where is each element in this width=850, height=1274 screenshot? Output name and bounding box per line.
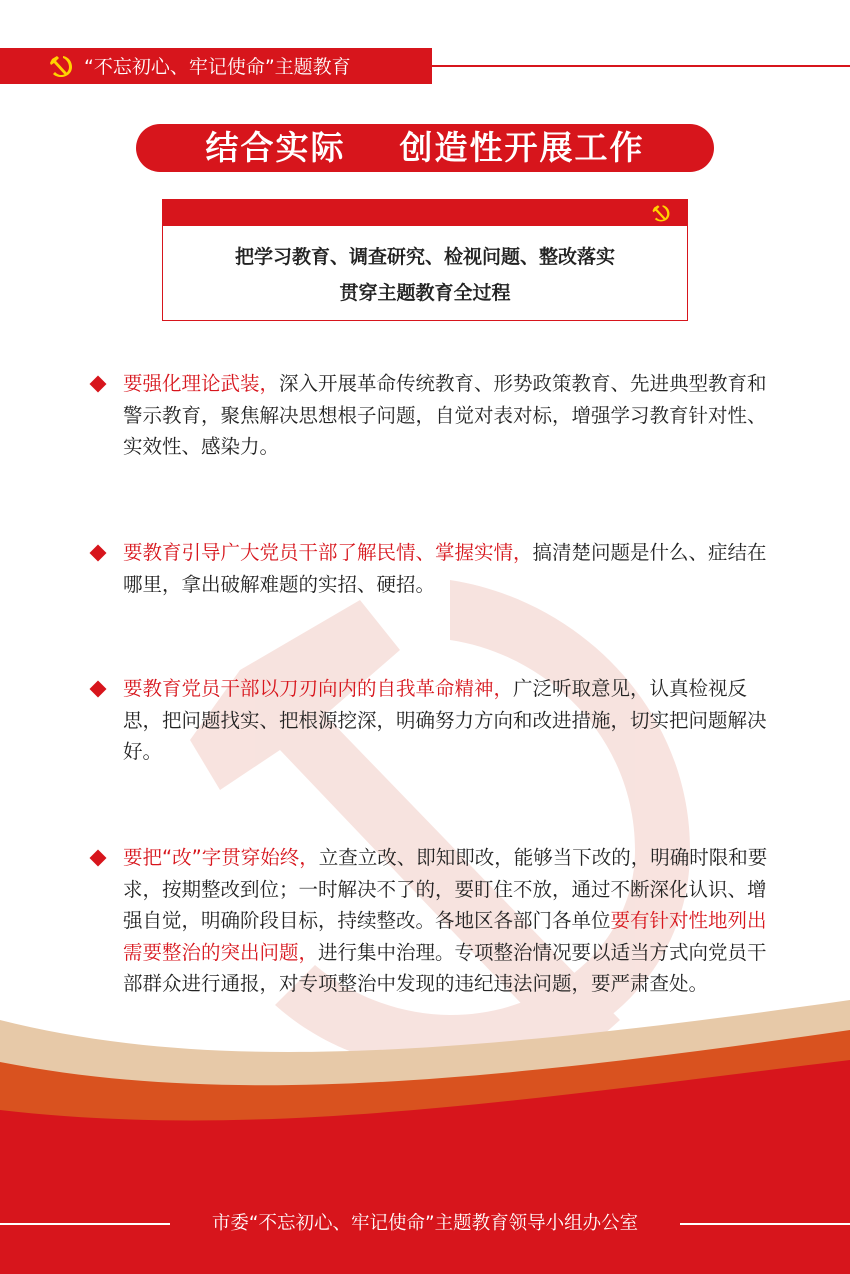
diamond-bullet-icon (90, 376, 107, 393)
hammer-sickle-icon (48, 53, 74, 79)
item-text: 搞清楚问题是什么、症结在哪里，拿出破解难题的实招、硬招。 (123, 541, 767, 596)
diamond-bullet-icon (90, 545, 107, 562)
item-text: 深入开展革命传统教育、形势政策教育、先进典型教育和警示教育，聚焦解决思想根子问题，自觉对表对标，增强学习教育针对性、实效性、感染力。 (123, 372, 767, 458)
item-text: 立查立改、即知即改，能够当下改的，明确时限和要求，按期整改到位；一时解决不了的，要盯住不放，通过不断深化认识、增强自觉，明确阶段目标，持续整改。各地区各部门各单位 (123, 846, 768, 932)
header-rule (432, 65, 850, 67)
list-item (92, 368, 772, 463)
list-item (92, 537, 772, 600)
item-highlight: 要强化理论武装， (123, 372, 280, 395)
footer-rule-left (0, 1223, 170, 1225)
subtitle-line-1: 把学习教育、调查研究、检视问题、整改落实 (234, 246, 615, 268)
list-item (92, 842, 772, 1000)
diamond-bullet-icon (90, 850, 107, 867)
item-highlight: 要教育党员干部以刀刃向内的自我革命精神， (123, 677, 514, 700)
footer-rule-right (680, 1223, 850, 1225)
footer-text: 市委“不忘初心、牢记使命”主题教育领导小组办公室 (211, 1213, 639, 1234)
item-highlight: 要教育引导广大党员干部了解民情、掌握实情， (123, 541, 533, 564)
item-highlight-secondary: 要有针对性地列出需要整治的突出问题， (123, 909, 767, 964)
footer (0, 1206, 850, 1242)
item-text: 广泛听取意见，认真检视反思，把问题找实、把根源挖深，明确努力方向和改进措施，切实把问题解决好。 (123, 677, 767, 763)
subtitle-line-2: 贯穿主题教育全过程 (339, 282, 511, 304)
page-title: 结合实际 创造性开展工作 (205, 128, 645, 167)
subtitle-box (162, 199, 688, 321)
header-title: “不忘初心、牢记使命”主题教育 (84, 56, 351, 78)
hammer-sickle-icon (651, 203, 671, 223)
subtitle-box-bar (163, 200, 687, 226)
item-text-continued: 进行集中治理。专项整治情况要以适当方式向党员干部群众进行通报，对专项整治中发现的违纪违法问题，要严肃查处。 (123, 940, 767, 995)
diamond-bullet-icon (90, 681, 107, 698)
item-highlight: 要把“改”字贯穿始终， (123, 846, 319, 869)
list-item (92, 673, 772, 768)
